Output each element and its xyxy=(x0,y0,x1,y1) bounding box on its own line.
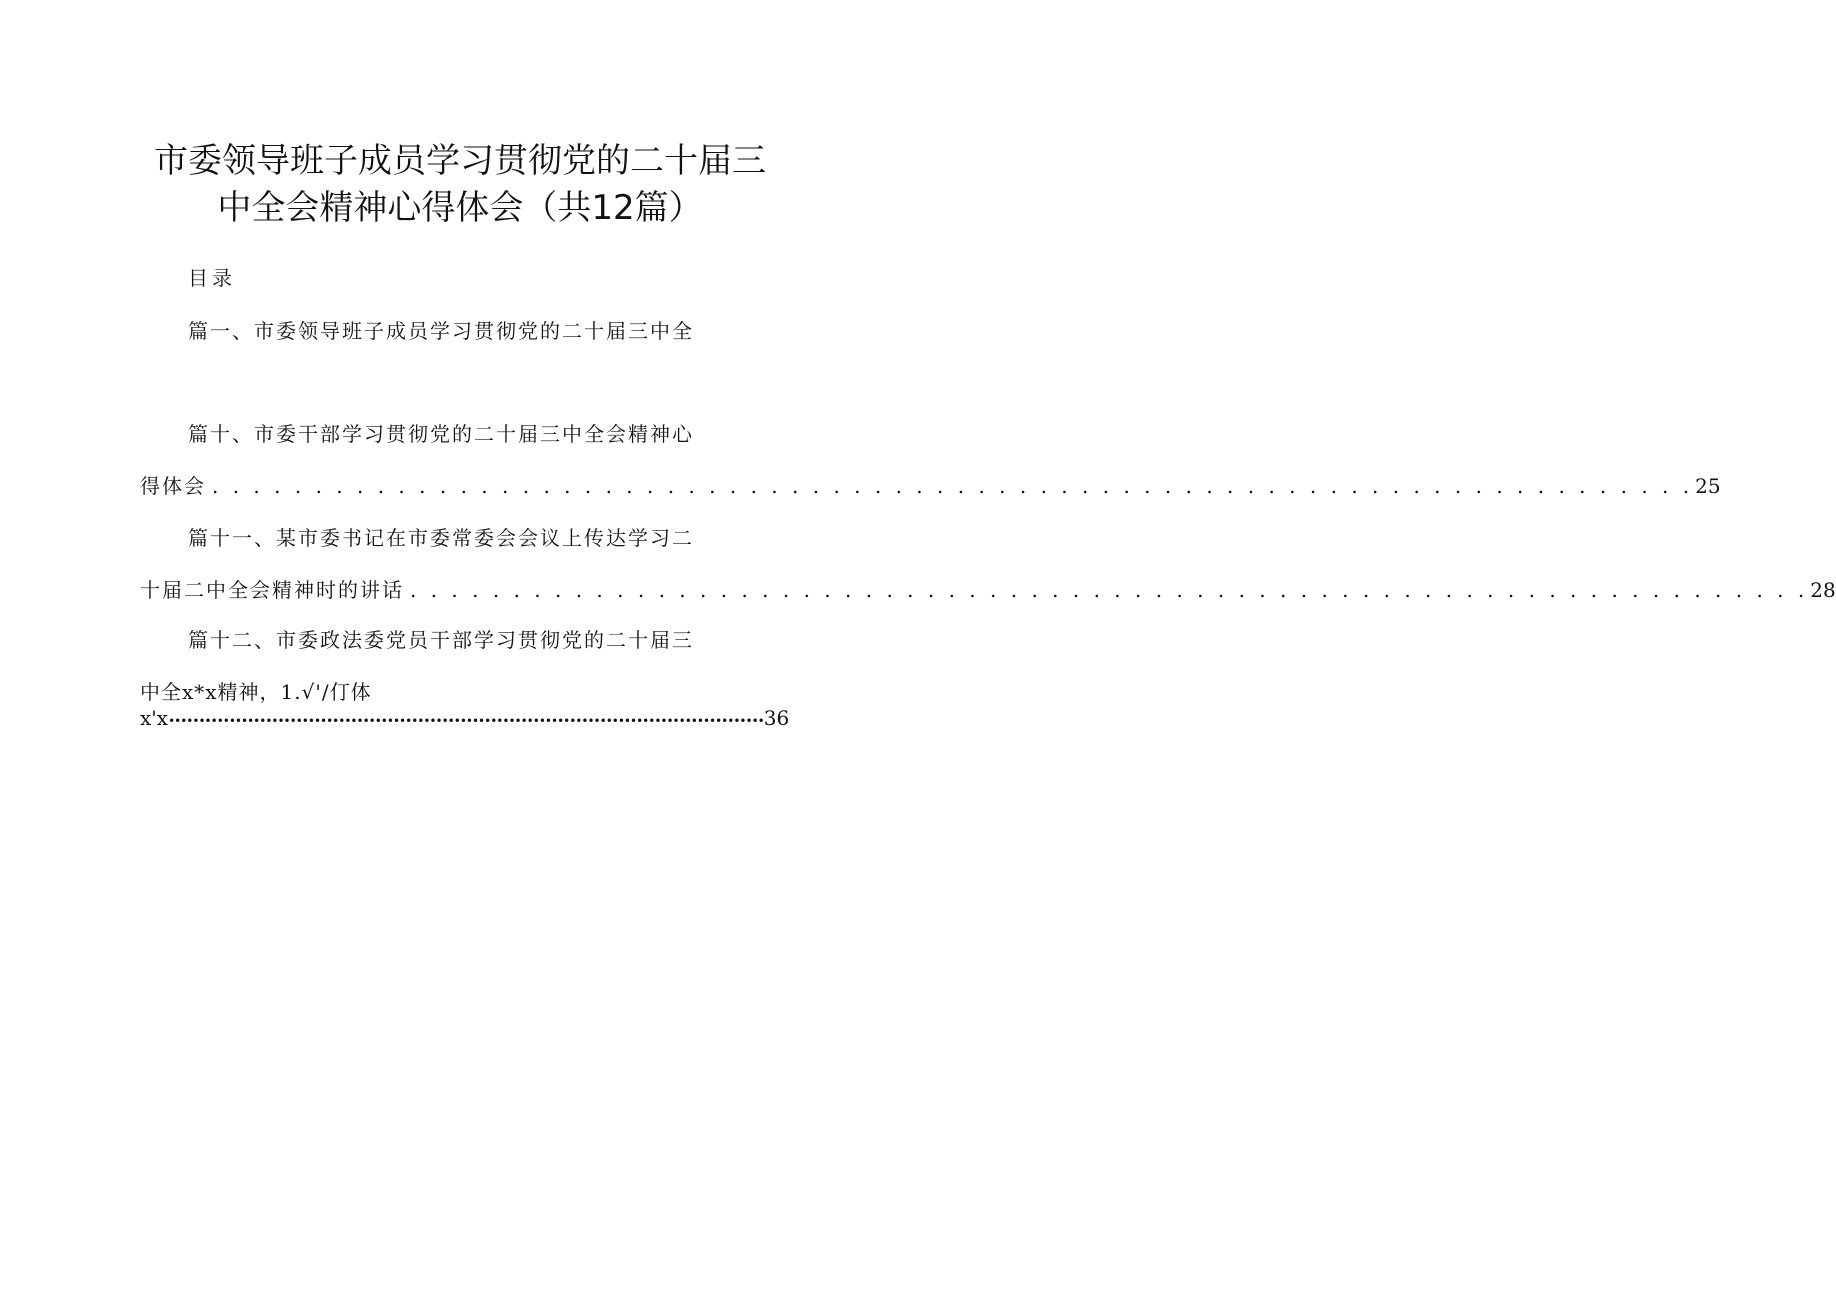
dot-leader: . . . . . . . . . . . . . . . . . . . . . . . . . . . . . . . . . . . . . . . . . . . . . . . . . . . . . . . . . . . . . . . . . . . . xyxy=(410,578,1809,602)
toc-entry-12-text: 篇十二、市委政法委党员干部学习贯彻党的二十届三 xyxy=(188,628,694,652)
toc-entry-12-leader xyxy=(140,706,790,732)
toc-heading: 目录 xyxy=(188,266,236,290)
toc-entry-11-text: 篇十一、某市委书记在市委常委会会议上传达学习二 xyxy=(188,526,694,550)
toc-entry-12-page: 36 xyxy=(763,706,790,730)
toc-entry-10-page: 25 xyxy=(1695,474,1721,498)
document-title-line-2: 中全会精神心得体会（共12篇） xyxy=(217,188,703,228)
dot-leader: . . . . . . . . . . . . . . . . . . . . . . . . . . . . . . . . . . . . . . . . . . . . . . . . . . . . . . . . . . . . . . . . . . . . . . . . xyxy=(212,474,1694,498)
toc-entry-10-leader xyxy=(140,470,1721,498)
toc-entry-12-text-cont: 中全x*x精神，1.√'/仃体 xyxy=(140,680,372,704)
toc-entry-12-text-end: x'x xyxy=(140,706,169,730)
document-title-line-1: 市委领导班子成员学习贯彻党的二十届三 xyxy=(154,141,766,181)
toc-entry-10-text: 篇十、市委干部学习贯彻党的二十届三中全会精神心 xyxy=(188,422,694,446)
toc-entry-10-text-cont: 得体会 xyxy=(140,474,206,498)
toc-entry-1-text: 篇一、市委领导班子成员学习贯彻党的二十届三中全 xyxy=(188,319,694,343)
bullet-leader: •••••••••••••••••••••••••••••••••••••••••••••••••••••••••••••••••••••••••••••••••••••••••••••••••• xyxy=(168,714,764,728)
toc-entry-11-leader xyxy=(140,574,1836,602)
toc-entry-11-page: 28 xyxy=(1810,578,1836,602)
toc-entry-11-text-cont: 十届二中全会精神时的讲话 xyxy=(140,578,404,602)
